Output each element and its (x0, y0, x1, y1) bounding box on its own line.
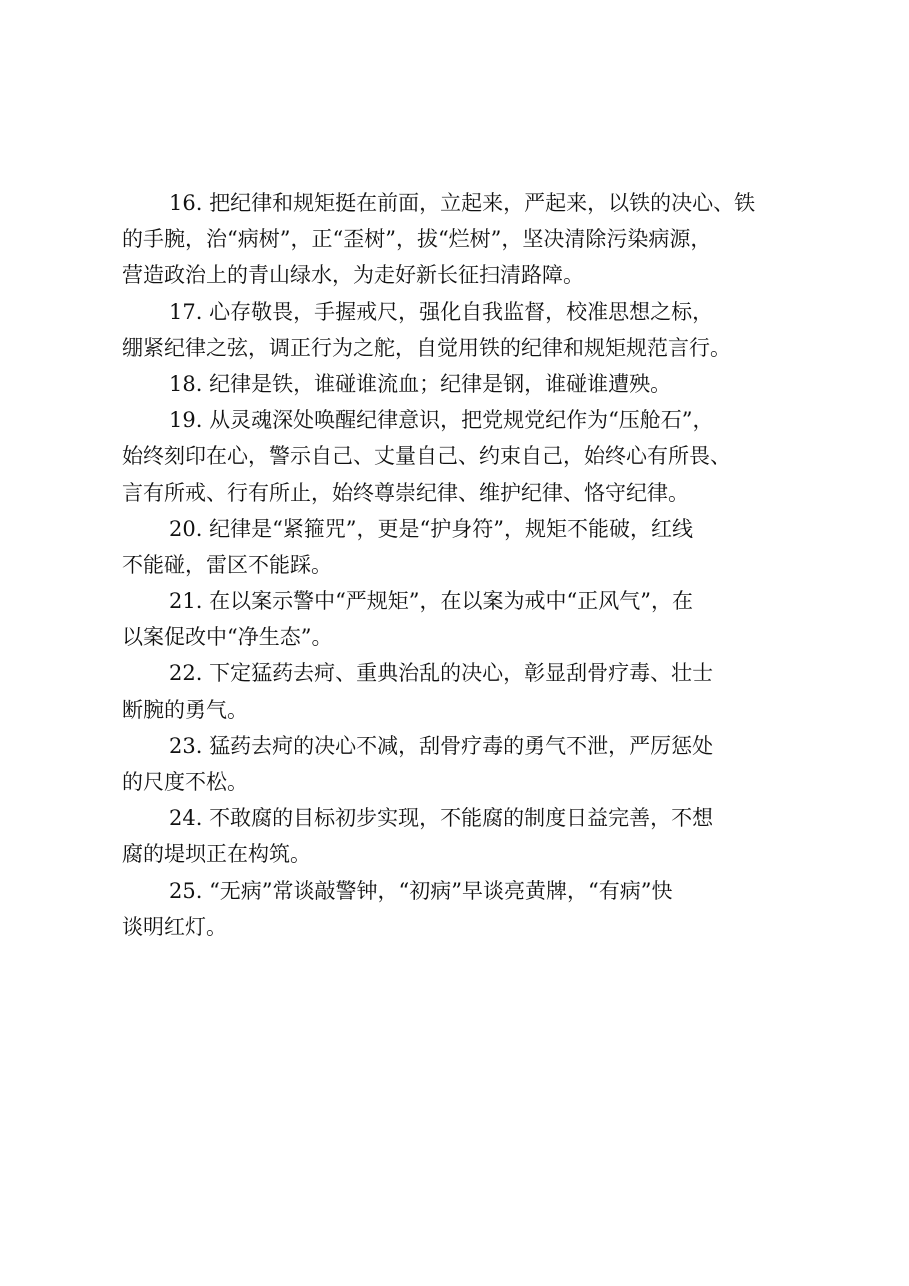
paragraph-line: 21. 在以案示警中“严规矩”，在以案为戒中“正风气”，在 (169, 589, 694, 614)
paragraph-16 (122, 185, 812, 294)
paragraph-line: 22. 下定猛药去疴、重典治乱的决心，彰显刮骨疗毒、壮士 (169, 661, 714, 686)
paragraph-line: 谈明红灯。 (122, 914, 227, 939)
paragraph-line: 24. 不敢腐的目标初步实现，不能腐的制度日益完善，不想 (169, 806, 714, 831)
paragraph-line: 20. 纪律是“紧箍咒”，更是“护身符”，规矩不能破，红线 (169, 516, 694, 541)
paragraph-line: 25. “无病”常谈敲警钟，“初病”早谈亮黄牌，“有病”快 (169, 878, 673, 903)
paragraph-22 (122, 655, 812, 727)
paragraph-17 (122, 294, 812, 366)
paragraph-23 (122, 728, 812, 800)
paragraph-24 (122, 800, 812, 872)
paragraph-line: 营造政治上的青山绿水，为走好新长征扫清路障。 (122, 263, 584, 288)
paragraph-line: 言有所戒、行有所止，始终尊崇纪律、维护纪律、恪守纪律。 (122, 480, 689, 505)
paragraph-line: 19. 从灵魂深处唤醒纪律意识，把党规党纪作为“压舱石”， (169, 408, 714, 433)
paragraph-20 (122, 511, 812, 583)
paragraph-line: 18. 纪律是铁，谁碰谁流血；纪律是钢，谁碰谁遭殃。 (169, 371, 672, 396)
paragraph-line: 以案促改中“净生态”。 (122, 625, 333, 650)
paragraph-18 (122, 366, 812, 402)
paragraph-line: 的尺度不松。 (122, 770, 248, 794)
paragraph-25 (122, 873, 812, 945)
paragraph-line: 断腕的勇气。 (122, 697, 248, 722)
paragraph-line: 的手腕，治“病树”，正“歪树”，拔“烂树”，坚决清除污染病源， (122, 227, 712, 252)
paragraph-line: 始终刻印在心，警示自己、丈量自己、约束自己，始终心有所畏、 (122, 444, 731, 469)
paragraph-line: 23. 猛药去疴的决心不减，刮骨疗毒的勇气不泄，严厉惩处 (169, 733, 714, 758)
paragraph-line: 腐的堤坝正在构筑。 (122, 842, 311, 867)
paragraph-line: 17. 心存敬畏，手握戒尺，强化自我监督，校准思想之标， (169, 299, 714, 324)
paragraph-19 (122, 402, 812, 511)
document-body (122, 185, 812, 945)
paragraph-line: 绷紧纪律之弦，调正行为之舵，自觉用铁的纪律和规矩规范言行。 (122, 335, 731, 360)
paragraph-line: 不能碰，雷区不能踩。 (122, 552, 332, 577)
paragraph-line: 16. 把纪律和规矩挺在前面，立起来，严起来，以铁的决心、铁 (169, 191, 756, 215)
paragraph-21 (122, 583, 812, 655)
